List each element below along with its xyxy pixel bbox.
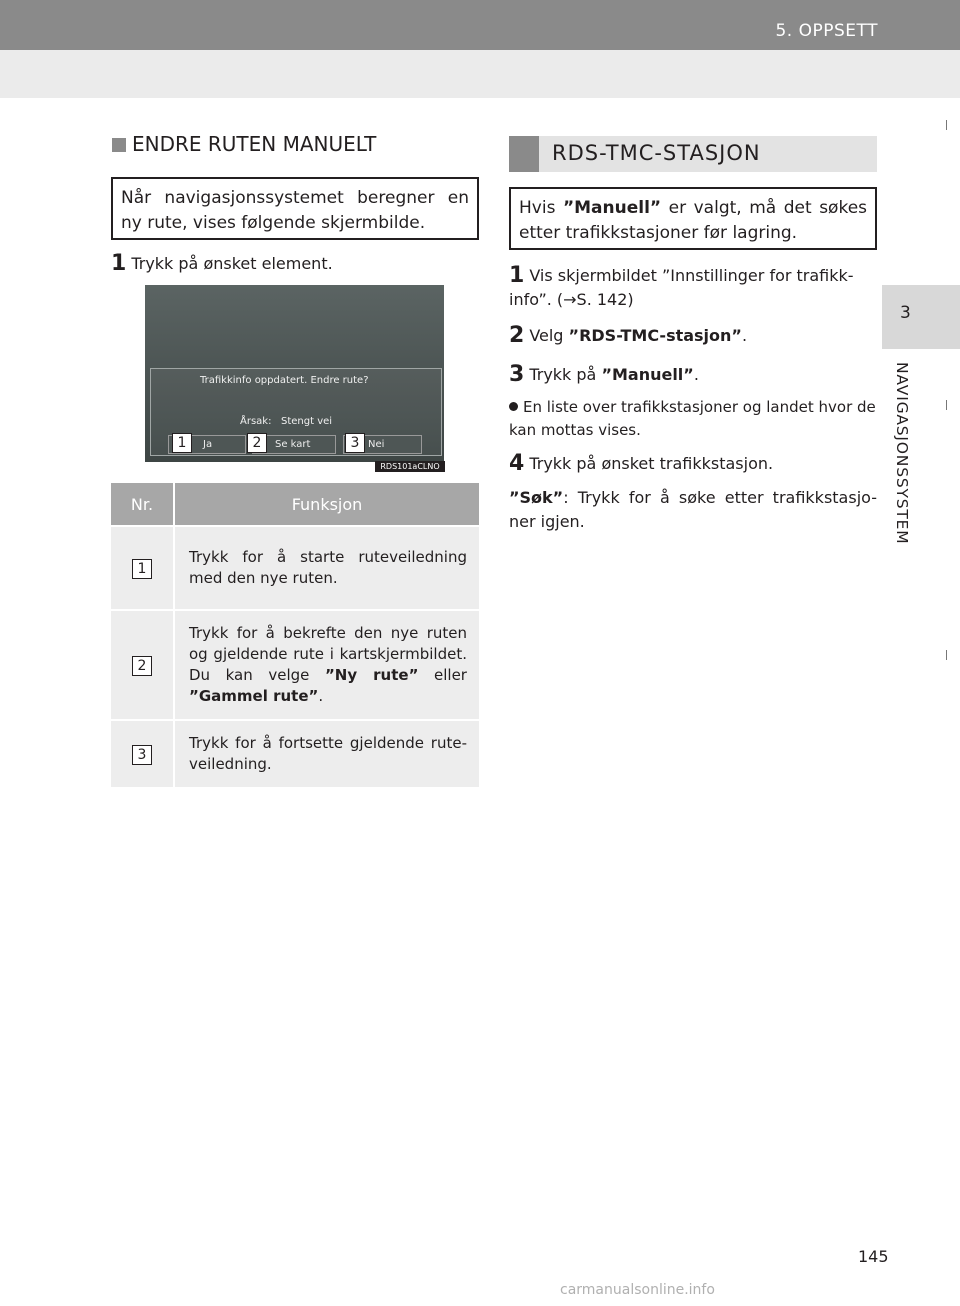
- no-button[interactable]: Nei: [343, 435, 422, 454]
- info-box: Når navigasjonssystemet beregner en ny rute, vises følgende skjermbilde.: [111, 177, 479, 240]
- rds-step-4: 4 Trykk på ønsket trafikkstasjon.: [509, 451, 774, 476]
- view-map-button[interactable]: Se kart: [252, 435, 336, 454]
- row-number: 3: [132, 745, 152, 765]
- heading-square-icon: [112, 138, 126, 152]
- row-number: 2: [132, 656, 152, 676]
- table-row: [111, 526, 479, 610]
- row-number: 1: [132, 559, 152, 579]
- rds-heading-square: [509, 136, 539, 172]
- side-tab-number: 3: [900, 303, 911, 323]
- callout-1: 1: [172, 433, 192, 453]
- margin-tick: [946, 650, 947, 660]
- col-header-nr: Nr.: [111, 483, 174, 526]
- table-header-row: [111, 483, 479, 526]
- side-tab-label: NAVIGASJONSSYSTEM: [893, 362, 911, 545]
- image-code: RDS101aCLNO: [375, 461, 445, 472]
- function-table: [111, 483, 479, 787]
- callout-3: 3: [345, 433, 365, 453]
- callout-2: 2: [247, 433, 267, 453]
- chapter-title: 5. OPPSETT: [775, 21, 878, 41]
- row-text: Trykk for å fortsette gjeldende rute-veiledning.: [174, 720, 479, 787]
- rds-bullet: En liste over trafikkstasjoner og landet hvor de kan mottas vises.: [509, 398, 876, 439]
- section-heading: ENDRE RUTEN MANUELT: [112, 132, 376, 156]
- row-text: Trykk for å starte ruteveiledning med den nye ruten.: [174, 526, 479, 610]
- rds-step-2: 2 Velg ”RDS-TMC-stasjon”.: [509, 323, 748, 348]
- margin-tick: [946, 400, 947, 410]
- side-tab: [882, 285, 960, 349]
- dialog-title: Trafikkinfo oppdatert. Endre rute?: [200, 375, 369, 386]
- col-header-function: Funksjon: [174, 483, 479, 526]
- table-row: [111, 610, 479, 720]
- table-row: [111, 720, 479, 787]
- rds-step-1: 1 Vis skjermbildet ”Innstillinger for trafikk-info”. (→S. 142): [509, 263, 854, 309]
- rds-info-box: Hvis ”Manuell” er valgt, må det søkes etter trafikkstasjoner før lagring.: [509, 187, 877, 250]
- row-text: Trykk for å bekrefte den nye ruten og gjeldende rute i kartskjermbildet. Du kan velge ”Ny rute” eller ”Gammel rute”.: [174, 610, 479, 720]
- yes-button[interactable]: Ja: [168, 435, 246, 454]
- dialog-reason: Årsak: Stengt vei: [240, 416, 333, 427]
- margin-tick: [946, 120, 947, 130]
- rds-step-3: 3 Trykk på ”Manuell”.: [509, 362, 699, 387]
- rds-heading: RDS-TMC-STASJON: [552, 141, 761, 165]
- watermark: carmanualsonline.info: [560, 1282, 715, 1298]
- bullet-icon: [509, 402, 518, 411]
- header-band: [0, 50, 960, 98]
- rds-search-note: ”Søk”: Trykk for å søke etter trafikkstasjo-ner igjen.: [509, 488, 877, 531]
- step-1: 1 Trykk på ønsket element.: [111, 251, 333, 276]
- page-number: 145: [858, 1247, 889, 1266]
